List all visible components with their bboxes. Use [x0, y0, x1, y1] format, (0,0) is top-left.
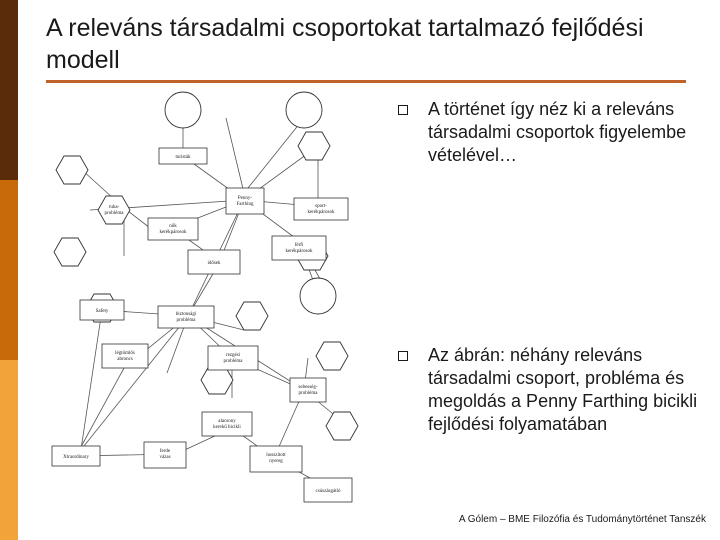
label-b4: nők kerékpárosok	[159, 224, 187, 235]
label-b9: légtömlős abroncs	[115, 351, 135, 362]
label-b2: Penny-Farthing	[236, 196, 254, 207]
label-h1: ruha-probléma	[104, 205, 124, 216]
bullet-item-2	[398, 344, 698, 436]
sidebar-stripe-light	[0, 360, 18, 540]
bullet-square-icon	[398, 105, 408, 115]
box-sport-cyclists	[294, 198, 348, 220]
diagram-svg	[46, 88, 366, 508]
hexagon-left-mid	[54, 238, 86, 266]
box-speed-problem	[290, 378, 326, 402]
sidebar-stripe-dark	[0, 0, 18, 180]
label-b12: alacsony kerekű bicikli	[213, 419, 241, 430]
label-b14: ferde vázas	[159, 449, 171, 460]
circle-top-right	[286, 92, 322, 128]
diagram-boxes	[52, 148, 352, 502]
hexagon-center-right	[236, 302, 268, 330]
label-b8: Safety	[95, 309, 109, 314]
box-low-wheel-bicycle	[202, 412, 252, 436]
box-vibration-problem	[208, 346, 258, 370]
sidebar-stripe-mid	[0, 180, 18, 360]
hexagon-left-top	[56, 156, 88, 184]
label-b10: rezgési probléma	[223, 353, 243, 364]
slide-title: A releváns társadalmi csoportokat tartalmazó fejlődési modell	[46, 14, 644, 74]
bullet-text-2: Az ábrán: néhány releváns társadalmi csoport, probléma és megoldás a Penny Farthing bicikli fejlődési folyamatában	[428, 345, 698, 434]
hexagon-right-bottom	[326, 412, 358, 440]
bullet-item-1	[398, 98, 698, 167]
label-b15: hosszított nyereg	[266, 453, 286, 464]
development-model-diagram	[46, 88, 366, 508]
label-b16: csúszásgátló	[315, 489, 341, 494]
label-b13: Xtraordinary	[63, 455, 89, 460]
box-men-cyclists	[272, 236, 326, 260]
box-safety-problem	[158, 306, 214, 328]
hexagon-clothing-problem	[98, 196, 130, 224]
label-b3: sport-kerékpárosok	[307, 204, 335, 215]
bullet-square-icon	[398, 351, 408, 361]
bullet-text-1: A történet így néz ki a releváns társadalmi csoportok figyelembe vételével…	[428, 99, 687, 165]
label-b6: férfi kerékpárosok	[285, 243, 313, 254]
circle-top	[165, 92, 201, 128]
title-underline	[46, 80, 686, 83]
hexagon-right-top	[298, 132, 330, 160]
label-b11: sebesség-probléma	[298, 385, 318, 396]
label-b5: idősek	[207, 261, 221, 266]
label-b7: biztonsági probléma	[175, 312, 197, 323]
slide-footer: A Gólem – BME Filozófia és Tudománytörténet Tanszék	[458, 514, 706, 525]
hexagon-right-low	[316, 342, 348, 370]
circle-right	[300, 278, 336, 314]
slide-sidebar-stripe	[0, 0, 18, 540]
box-women-cyclists	[148, 218, 198, 240]
label-b1: turisták	[175, 155, 191, 160]
box-pneumatic-tyre	[102, 344, 148, 368]
box-penny-farthing	[226, 188, 264, 214]
